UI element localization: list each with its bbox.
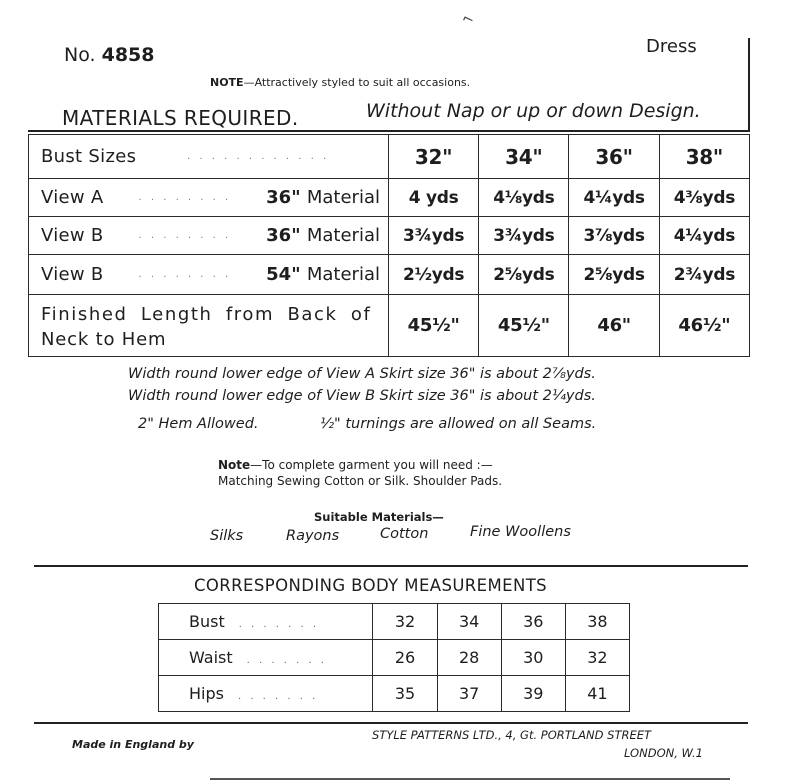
body-measurements-title: CORRESPONDING BODY MEASUREMENTS: [194, 576, 548, 595]
leader-dots: . . . . . . .: [238, 619, 320, 630]
view-label: View B: [41, 225, 104, 246]
complete-note-label: Note: [218, 458, 251, 472]
complete-note-items: Matching Sewing Cotton or Silk. Shoulder Pads.: [218, 474, 503, 488]
hem-note: 2" Hem Allowed.: [138, 416, 259, 432]
pattern-category: Dress: [646, 36, 697, 57]
length-cell: 45½": [388, 295, 478, 357]
material-spec: [266, 264, 380, 285]
yardage-cell: 4 yds: [388, 179, 478, 217]
material-word: Material: [306, 264, 380, 285]
measurement-value: 30: [501, 640, 565, 676]
measurement-label: Hips: [189, 684, 224, 703]
materials-title: MATERIALS REQUIRED.: [62, 106, 299, 130]
material-spec: [266, 187, 380, 208]
yardage-cell: 2⅝yds: [569, 255, 659, 295]
measurement-value: 36: [501, 604, 565, 640]
bust-sizes-label: Bust Sizes: [41, 146, 137, 167]
made-in-label: Made in England by: [72, 738, 194, 751]
measurement-value: 32: [373, 604, 437, 640]
leader-dots: . . . . . . . .: [138, 269, 232, 280]
styling-note: [210, 76, 470, 89]
length-cell: 45½": [479, 295, 569, 357]
suitable-materials-title: Suitable Materials—: [314, 510, 444, 524]
row-label-cell: [29, 255, 389, 295]
measurement-value: 34: [437, 604, 501, 640]
material-width: 36": [266, 225, 301, 246]
measurement-value: 39: [501, 676, 565, 712]
size-34-header: 34": [479, 135, 569, 179]
measurement-label: Waist: [189, 648, 233, 667]
view-label: View A: [41, 187, 104, 208]
measurement-value: 32: [565, 640, 629, 676]
footer-rule: [34, 722, 748, 724]
finished-length-row: [29, 295, 750, 357]
measurement-value: 41: [565, 676, 629, 712]
row-label-cell: [29, 217, 389, 255]
company-address-line2: LONDON, W.1: [624, 746, 703, 760]
bottom-edge-rule: [210, 778, 730, 780]
pattern-number-value: 4858: [101, 44, 155, 66]
body-measurements-table: [158, 603, 630, 712]
bust-sizes-cell: [29, 135, 389, 179]
length-cell: 46½": [659, 295, 749, 357]
width-note-view-a: Width round lower edge of View A Skirt size 36" is about 2⅞yds.: [128, 366, 596, 382]
size-38-header: 38": [659, 135, 749, 179]
row-label-cell: [29, 179, 389, 217]
pattern-number: [64, 44, 154, 66]
suitable-material-item: Cotton: [380, 526, 429, 542]
complete-note-text: —To complete garment you will need :—: [250, 458, 493, 472]
length-cell: 46": [569, 295, 659, 357]
material-width: 36": [266, 187, 301, 208]
yardage-cell: 4¼yds: [569, 179, 659, 217]
styling-note-label: NOTE: [210, 76, 244, 89]
pattern-number-label: No.: [64, 44, 96, 66]
measurement-label-cell: [159, 604, 373, 640]
view-label: View B: [41, 264, 104, 285]
right-border-line: [748, 38, 750, 130]
yardage-cell: 2¾yds: [659, 255, 749, 295]
yardage-cell: 4⅜yds: [659, 179, 749, 217]
measurement-label: Bust: [189, 612, 225, 631]
leader-dots: . . . . . . . .: [138, 192, 232, 203]
material-width: 54": [266, 264, 301, 285]
size-32-header: 32": [388, 135, 478, 179]
material-spec: [266, 225, 380, 246]
material-word: Material: [306, 225, 380, 246]
yardage-cell: 2½yds: [388, 255, 478, 295]
header-rule: [28, 130, 750, 132]
finished-length-line2: Neck to Hem: [41, 328, 167, 350]
width-note-view-b: Width round lower edge of View B Skirt size 36" is about 2¼yds.: [128, 388, 596, 404]
measurement-label-cell: [159, 640, 373, 676]
materials-row: [29, 179, 750, 217]
complete-garment-note: [218, 458, 493, 472]
suitable-material-item: Silks: [210, 528, 244, 544]
size-36-header: 36": [569, 135, 659, 179]
materials-table: [28, 134, 750, 357]
finished-length-label-cell: [29, 295, 389, 357]
measurement-value: 37: [437, 676, 501, 712]
materials-row: [29, 217, 750, 255]
leader-dots: . . . . . . . .: [138, 230, 232, 241]
suitable-material-item: Fine Woollens: [470, 524, 571, 540]
materials-header-row: [29, 135, 750, 179]
yardage-cell: 2⅝yds: [479, 255, 569, 295]
measurement-label-cell: [159, 676, 373, 712]
measurement-value: 28: [437, 640, 501, 676]
finished-length-line1: Finished Length from Back of: [41, 303, 372, 325]
measurement-row: [159, 676, 630, 712]
measurement-row: [159, 640, 630, 676]
leader-dots: . . . . . . .: [237, 691, 319, 702]
stray-mark: ⌐: [459, 10, 477, 30]
yardage-cell: 3¾yds: [388, 217, 478, 255]
mid-section-rule: [34, 565, 748, 567]
measurement-value: 35: [373, 676, 437, 712]
yardage-cell: 3¾yds: [479, 217, 569, 255]
measurement-row: [159, 604, 630, 640]
yardage-cell: 3⅞yds: [569, 217, 659, 255]
company-address-line1: STYLE PATTERNS LTD., 4, Gt. PORTLAND STREET: [372, 728, 652, 742]
materials-row: [29, 255, 750, 295]
material-word: Material: [306, 187, 380, 208]
yardage-cell: 4¼yds: [659, 217, 749, 255]
leader-dots: . . . . . . . . . . . .: [187, 151, 330, 162]
materials-subtitle: Without Nap or up or down Design.: [366, 100, 701, 122]
leader-dots: . . . . . . .: [246, 655, 327, 666]
measurement-value: 26: [373, 640, 437, 676]
suitable-material-item: Rayons: [286, 528, 340, 544]
yardage-cell: 4⅛yds: [479, 179, 569, 217]
styling-note-text: —Attractively styled to suit all occasions.: [243, 76, 471, 89]
turnings-note: ½" turnings are allowed on all Seams.: [320, 416, 597, 432]
measurement-value: 38: [565, 604, 629, 640]
